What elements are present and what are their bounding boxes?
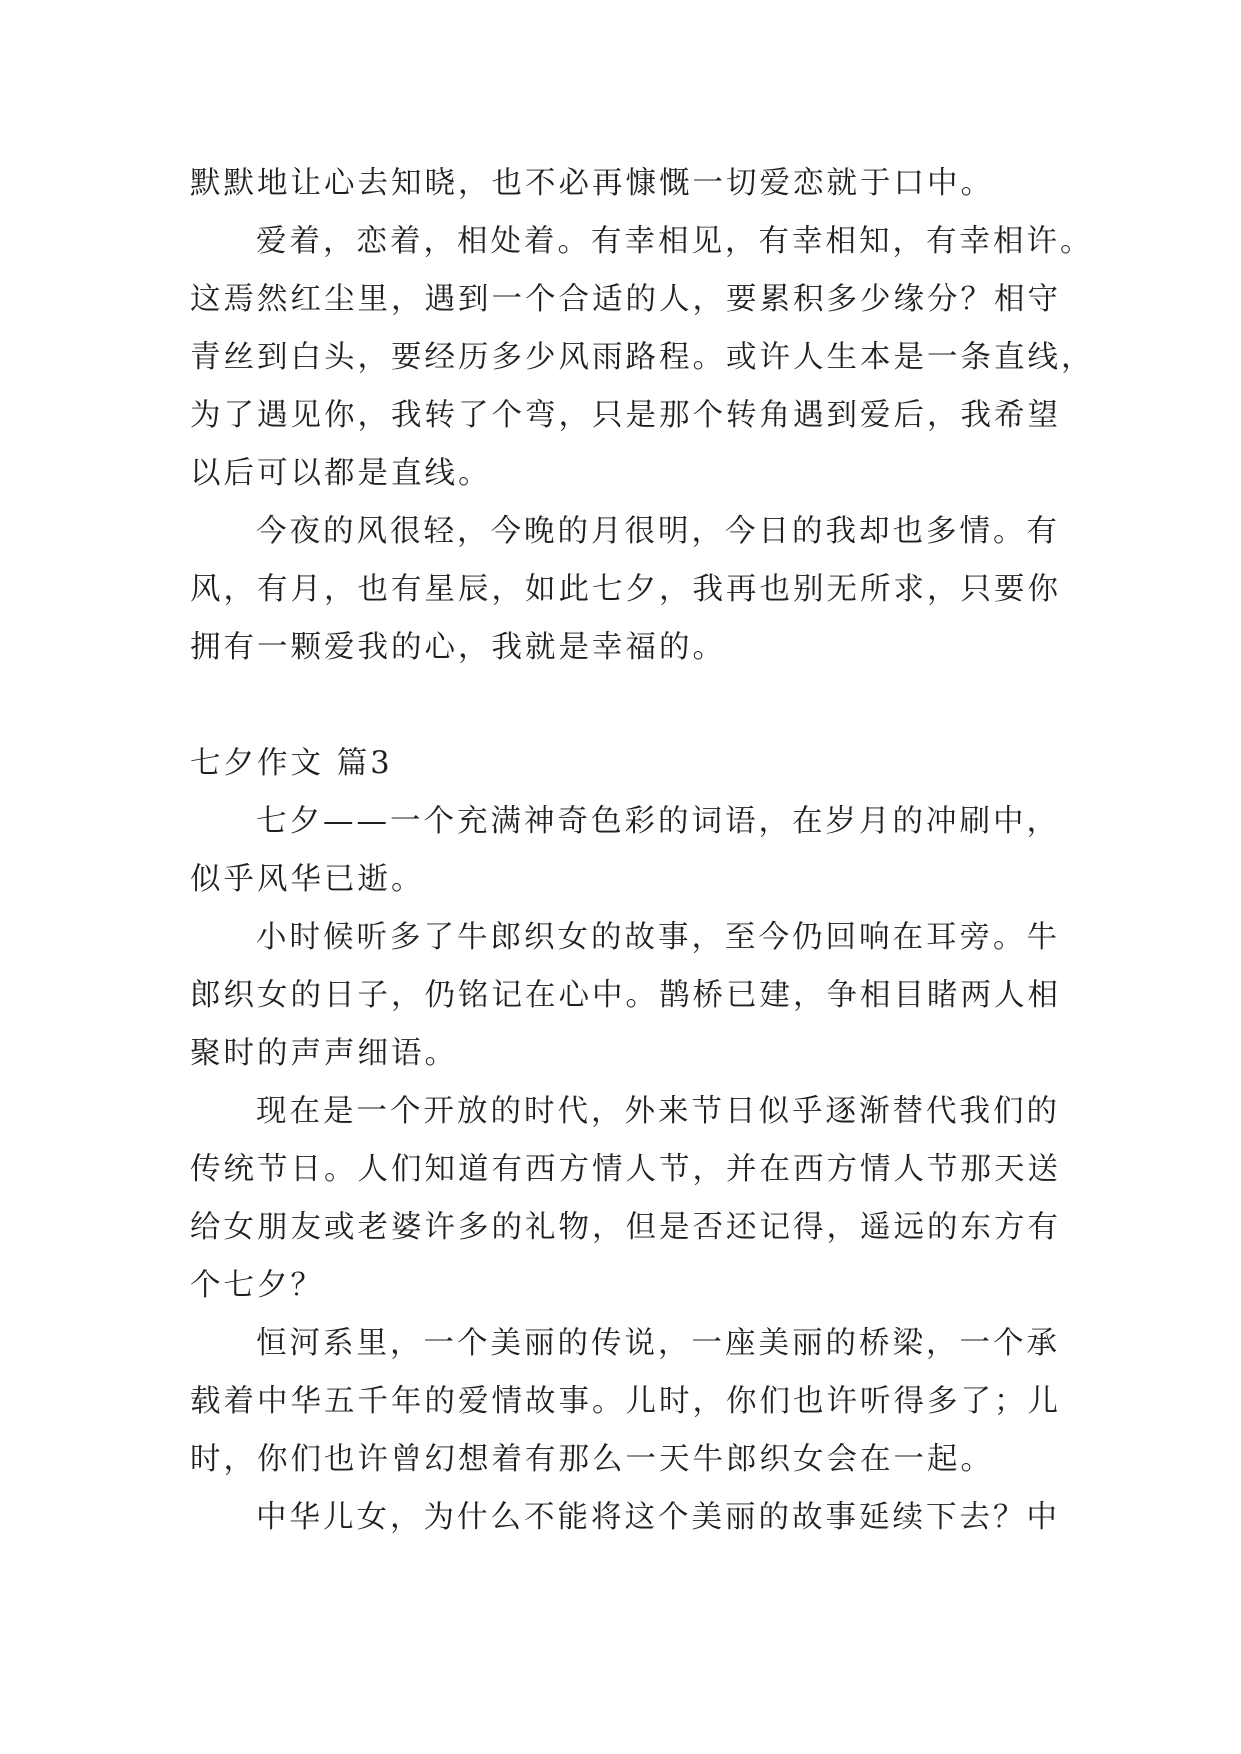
paragraph-line: 为了遇见你，我转了个弯，只是那个转角遇到爱后，我希望 — [190, 398, 1061, 433]
paragraph-line: 给女朋友或老婆许多的礼物，但是否还记得，遥远的东方有 — [190, 1210, 1061, 1245]
paragraph-line: 似乎风华已逝。 — [190, 862, 425, 897]
paragraph-line: 传统节日。人们知道有西方情人节，并在西方情人节那天送 — [190, 1152, 1061, 1187]
paragraph-line: 爱着，恋着，相处着。有幸相见，有幸相知，有幸相许。 — [256, 224, 1094, 259]
paragraph-line: 郎织女的日子，仍铭记在心中。鹊桥已建，争相目睹两人相 — [190, 978, 1061, 1013]
paragraph-line: 载着中华五千年的爱情故事。儿时，你们也许听得多了；儿 — [190, 1384, 1061, 1419]
paragraph-line: 中华儿女，为什么不能将这个美丽的故事延续下去？中 — [256, 1500, 1060, 1535]
paragraph-line: 现在是一个开放的时代，外来节日似乎逐渐替代我们的 — [256, 1094, 1060, 1129]
paragraph-line: 今夜的风很轻，今晚的月很明，今日的我却也多情。有 — [256, 514, 1060, 549]
section-gap — [190, 677, 1070, 735]
paragraph-line: 时，你们也许曾幻想着有那么一天牛郎织女会在一起。 — [190, 1442, 994, 1477]
paragraph-line: 青丝到白头，要经历多少风雨路程。或许人生本是一条直线， — [190, 340, 1095, 375]
paragraph-line: 恒河系里，一个美丽的传说，一座美丽的桥梁，一个承 — [256, 1326, 1060, 1361]
paragraph-line: 风，有月，也有星辰，如此七夕，我再也别无所求，只要你 — [190, 572, 1061, 607]
section-title: 七夕作文 篇3 — [190, 746, 393, 781]
paragraph-line: 小时候听多了牛郎织女的故事，至今仍回响在耳旁。牛 — [256, 920, 1060, 955]
paragraph-line: 聚时的声声细语。 — [190, 1036, 458, 1071]
paragraph-line: 默默地让心去知晓，也不必再慷慨一切爱恋就于口中。 — [190, 166, 994, 201]
document-page — [190, 155, 1095, 1547]
paragraph-line: 个七夕？ — [190, 1268, 324, 1303]
paragraph-line: 七夕——一个充满神奇色彩的词语，在岁月的冲刷中， — [256, 804, 1060, 839]
paragraph-line: 以后可以都是直线。 — [190, 456, 492, 491]
paragraph-line: 这焉然红尘里，遇到一个合适的人，要累积多少缘分？相守 — [190, 282, 1061, 317]
paragraph-line: 拥有一颗爱我的心，我就是幸福的。 — [190, 630, 726, 665]
